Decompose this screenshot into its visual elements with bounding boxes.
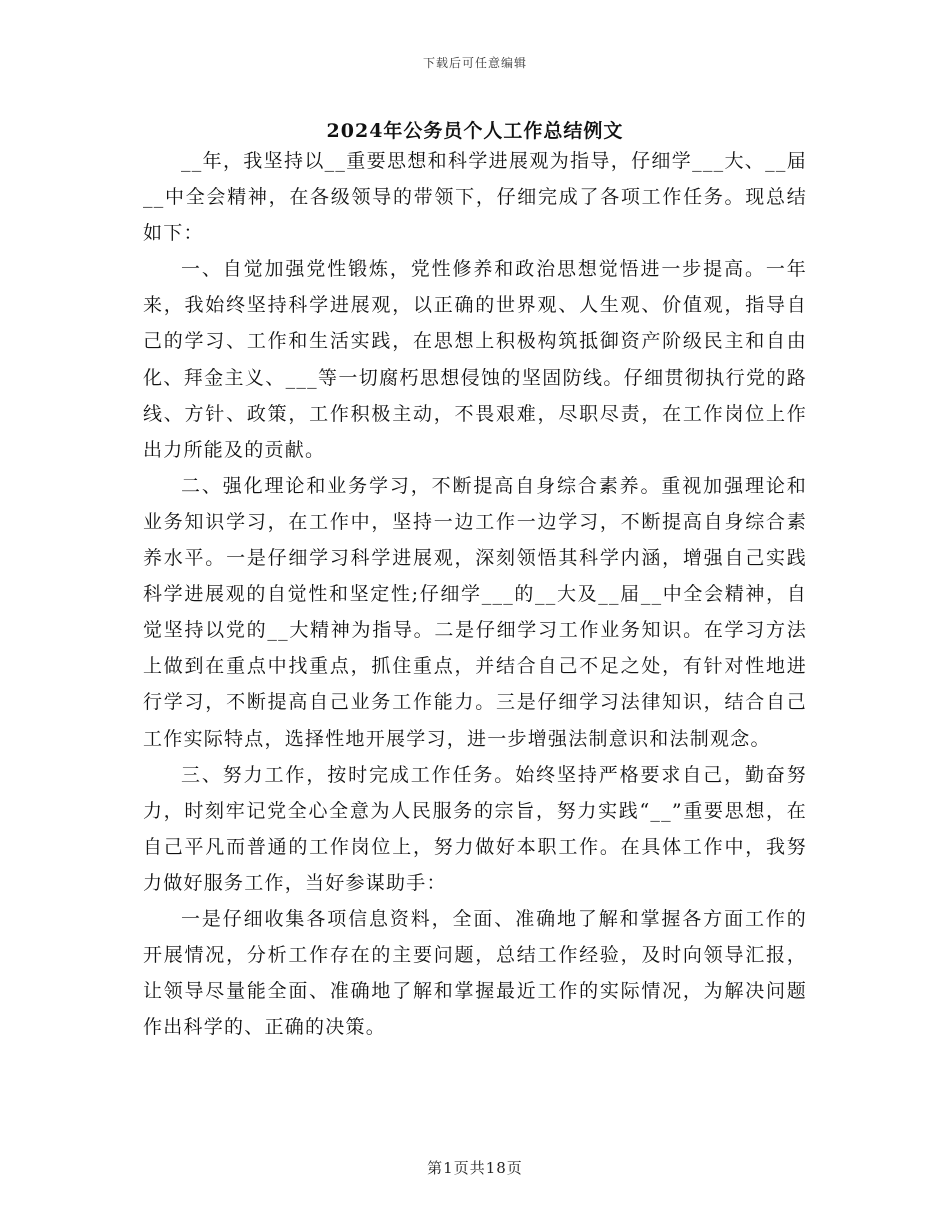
page-number-footer: 第1页共18页 [427,1159,523,1177]
paragraph-section-1: 一、自觉加强党性锻炼，党性修养和政治思想觉悟进一步提高。一年来，我始终坚持科学进展观，以正确的世界观、人生观、价值观，指导自己的学习、工作和生活实践，在思想上积极构筑抵御资产阶级民主和自由化、拜金主义、___等一切腐朽思想侵蚀的坚固防线。仔细贯彻执行党的路线、方针、政策，工作积极主动，不畏艰难，尽职尽责，在工作岗位上作出力所能及的贡献。 [143,258,807,461]
paragraph-section-3-item-1: 一是仔细收集各项信息资料，全面、准确地了解和掌握各方面工作的开展情况，分析工作存在的主要问题，总结工作经验，及时向领导汇报，让领导尽量能全面、准确地了解和掌握最近工作的实际情况，为解决问题作出科学的、正确的决策。 [143,907,807,1039]
document-title: 2024年公务员个人工作总结例文 [326,120,624,142]
document-body [143,143,807,1045]
paragraph-section-3: 三、努力工作，按时完成工作任务。始终坚持严格要求自己，勤奋努力，时刻牢记党全心全意为人民服务的宗旨，努力实践“__”重要思想，在自己平凡而普通的工作岗位上，努力做好本职工作。在具体工作中，我努力做好服务工作，当好参谋助手： [143,763,807,894]
header-note: 下载后可任意编辑 [422,56,527,70]
paragraph-section-2: 二、强化理论和业务学习，不断提高自身综合素养。重视加强理论和业务知识学习，在工作中，坚持一边工作一边学习，不断提高自身综合素养水平。一是仔细学习科学进展观，深刻领悟其科学内涵，增强自己实践科学进展观的自觉性和坚定性;仔细学___的__大及__届__中全会精神，自觉坚持以党的__大精神为指导。二是仔细学习工作业务知识。在学习方法上做到在重点中找重点，抓住重点，并结合自己不足之处，有针对性地进行学习，不断提高自己业务工作能力。三是仔细学习法律知识，结合自己工作实际特点，选择性地开展学习，进一步增强法制意识和法制观念。 [143,474,807,750]
paragraph-intro: __年，我坚持以__重要思想和科学进展观为指导，仔细学___大、__届__中全会精神，在各级领导的带领下，仔细完成了各项工作任务。现总结如下： [143,150,807,245]
